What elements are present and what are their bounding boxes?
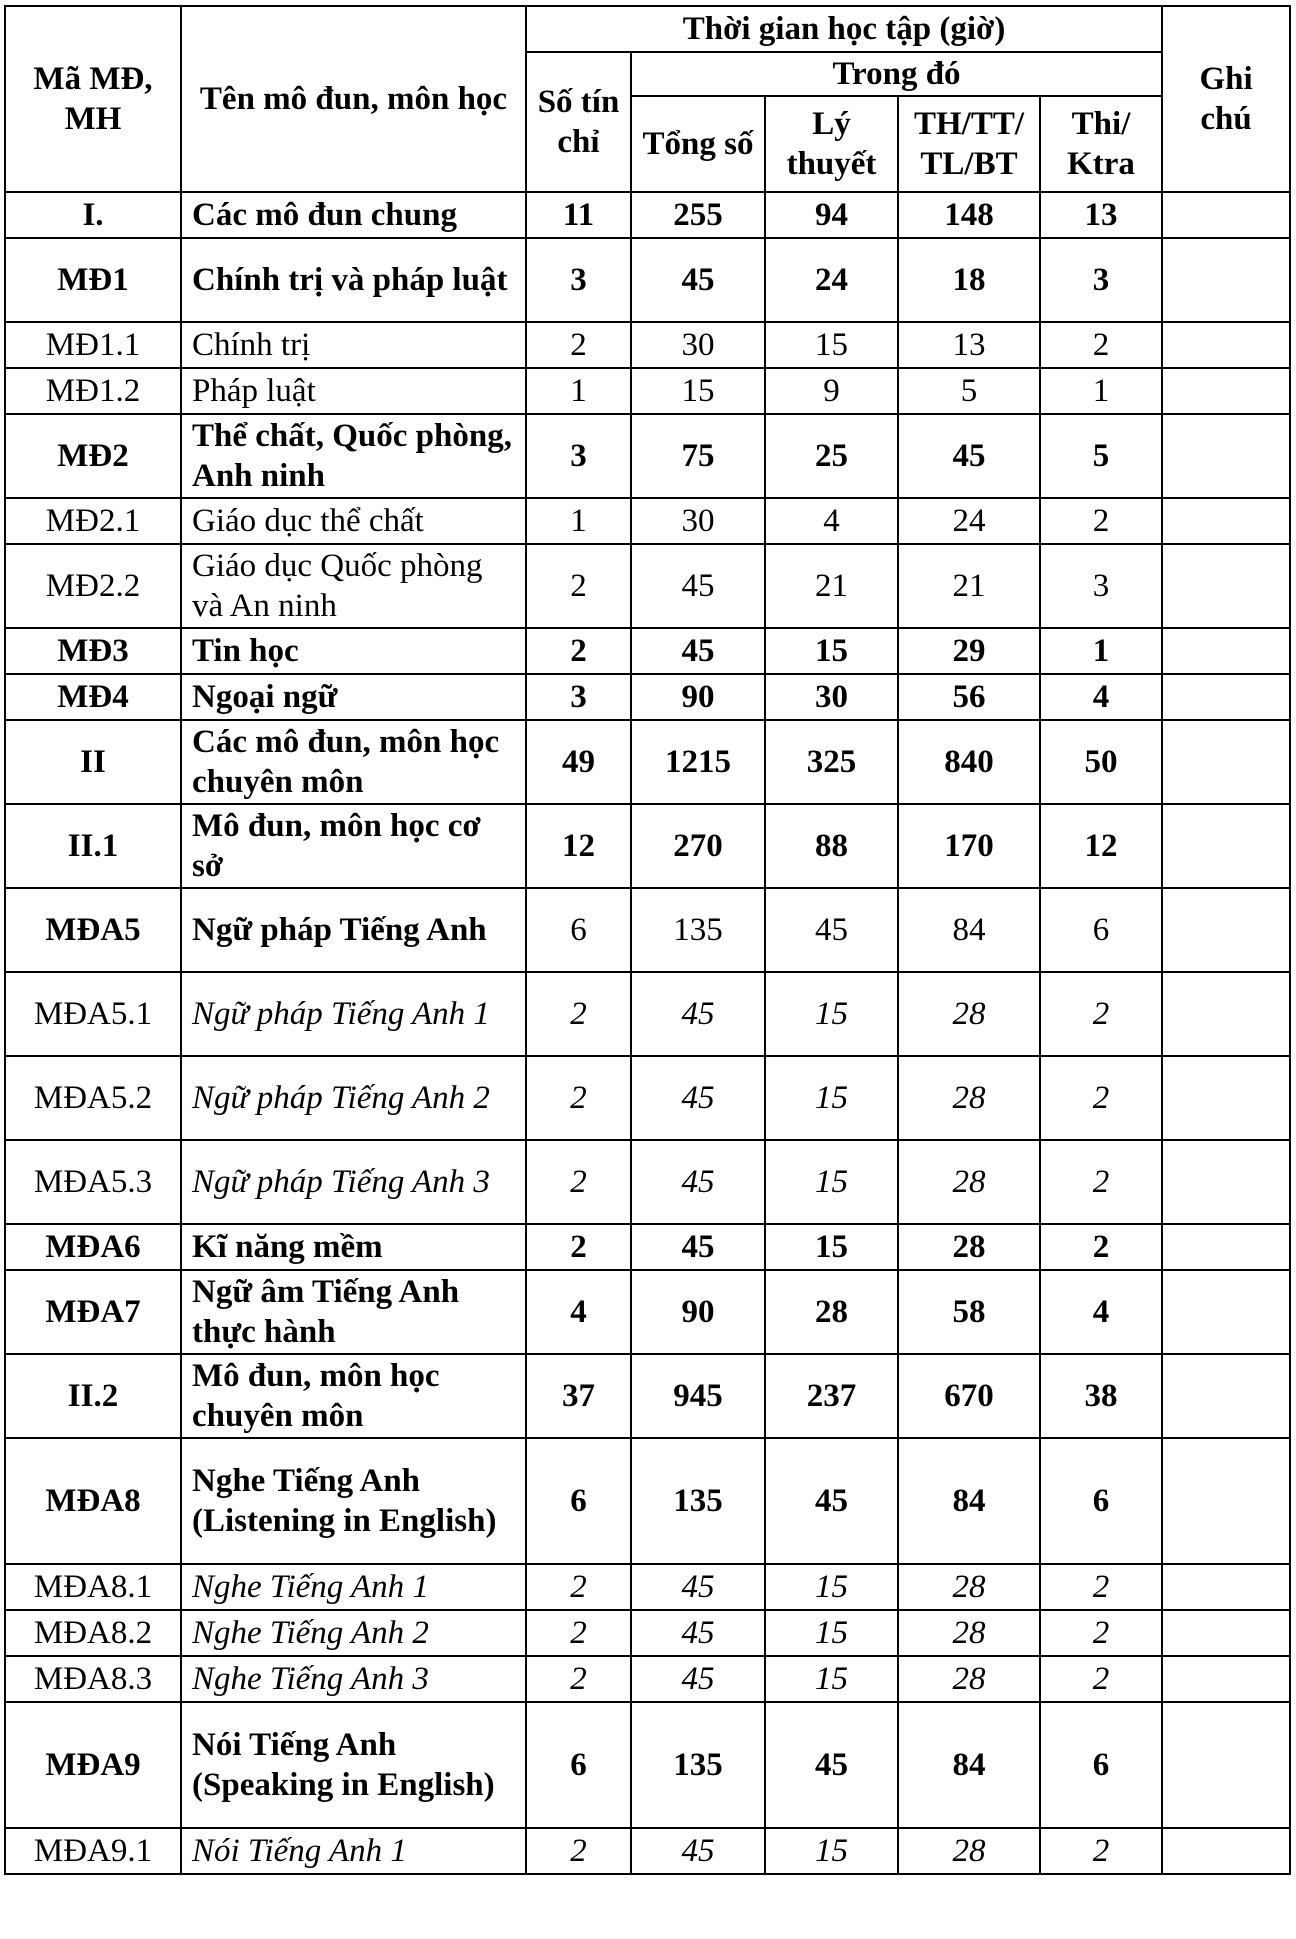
table-row <box>5 238 1290 322</box>
row-total: 45 <box>631 1564 765 1610</box>
row-code: MĐA8 <box>5 1438 181 1564</box>
row-theory: 45 <box>765 888 898 972</box>
row-exam: 1 <box>1040 368 1162 414</box>
row-practice: 170 <box>898 804 1040 888</box>
row-note <box>1162 1610 1290 1656</box>
row-credits: 4 <box>526 1270 631 1354</box>
table-row <box>5 1610 1290 1656</box>
row-exam: 5 <box>1040 414 1162 498</box>
row-practice: 56 <box>898 674 1040 720</box>
row-name: Nói Tiếng Anh (Speaking in English) <box>181 1702 526 1828</box>
row-code: MĐ2.1 <box>5 498 181 544</box>
row-theory: 4 <box>765 498 898 544</box>
row-practice: 84 <box>898 1438 1040 1564</box>
row-name: Nghe Tiếng Anh 1 <box>181 1564 526 1610</box>
row-credits: 49 <box>526 720 631 804</box>
row-code: II.2 <box>5 1354 181 1438</box>
row-total: 45 <box>631 972 765 1056</box>
row-code: MĐA6 <box>5 1224 181 1270</box>
row-code: MĐ2.2 <box>5 544 181 628</box>
row-credits: 37 <box>526 1354 631 1438</box>
row-exam: 3 <box>1040 238 1162 322</box>
table-row <box>5 1140 1290 1224</box>
row-theory: 88 <box>765 804 898 888</box>
table-row <box>5 804 1290 888</box>
row-code: MĐA5 <box>5 888 181 972</box>
row-exam: 2 <box>1040 498 1162 544</box>
row-total: 45 <box>631 1140 765 1224</box>
header-exam: Thi/ Ktra <box>1040 96 1162 192</box>
row-code: MĐ1.2 <box>5 368 181 414</box>
row-name: Thể chất, Quốc phòng, Anh ninh <box>181 414 526 498</box>
table-row <box>5 1438 1290 1564</box>
table-row <box>5 1056 1290 1140</box>
row-code: MĐA9.1 <box>5 1828 181 1874</box>
row-name: Ngữ âm Tiếng Anh thực hành <box>181 1270 526 1354</box>
row-total: 45 <box>631 628 765 674</box>
row-name: Nghe Tiếng Anh 3 <box>181 1656 526 1702</box>
row-name: Chính trị <box>181 322 526 368</box>
table-row <box>5 628 1290 674</box>
row-credits: 6 <box>526 1438 631 1564</box>
row-code: MĐ1 <box>5 238 181 322</box>
row-exam: 2 <box>1040 322 1162 368</box>
table-header <box>5 6 1290 192</box>
table-row <box>5 414 1290 498</box>
row-exam: 50 <box>1040 720 1162 804</box>
row-practice: 670 <box>898 1354 1040 1438</box>
row-code: MĐ1.1 <box>5 322 181 368</box>
row-practice: 28 <box>898 1564 1040 1610</box>
table-row <box>5 322 1290 368</box>
row-note <box>1162 192 1290 238</box>
row-practice: 29 <box>898 628 1040 674</box>
row-exam: 3 <box>1040 544 1162 628</box>
table-row <box>5 1564 1290 1610</box>
row-note <box>1162 1354 1290 1438</box>
row-theory: 21 <box>765 544 898 628</box>
row-exam: 13 <box>1040 192 1162 238</box>
table-row <box>5 1224 1290 1270</box>
row-theory: 15 <box>765 1564 898 1610</box>
row-total: 255 <box>631 192 765 238</box>
row-name: Giáo dục Quốc phòng và An ninh <box>181 544 526 628</box>
row-practice: 84 <box>898 1702 1040 1828</box>
row-note <box>1162 1140 1290 1224</box>
header-of-which: Trong đó <box>631 52 1162 96</box>
row-credits: 2 <box>526 1564 631 1610</box>
row-name: Pháp luật <box>181 368 526 414</box>
row-name: Các mô đun, môn học chuyên môn <box>181 720 526 804</box>
row-total: 45 <box>631 1828 765 1874</box>
header-theory: Lý thuyết <box>765 96 898 192</box>
row-practice: 45 <box>898 414 1040 498</box>
row-exam: 38 <box>1040 1354 1162 1438</box>
row-total: 135 <box>631 888 765 972</box>
row-credits: 1 <box>526 498 631 544</box>
row-total: 135 <box>631 1438 765 1564</box>
row-name: Nghe Tiếng Anh 2 <box>181 1610 526 1656</box>
row-note <box>1162 720 1290 804</box>
row-credits: 6 <box>526 1702 631 1828</box>
row-note <box>1162 1438 1290 1564</box>
row-total: 15 <box>631 368 765 414</box>
row-name: Ngữ pháp Tiếng Anh 2 <box>181 1056 526 1140</box>
row-name: Các mô đun chung <box>181 192 526 238</box>
row-exam: 2 <box>1040 1564 1162 1610</box>
row-theory: 15 <box>765 322 898 368</box>
row-code: MĐA5.2 <box>5 1056 181 1140</box>
row-note <box>1162 674 1290 720</box>
row-theory: 45 <box>765 1438 898 1564</box>
header-note: Ghi chú <box>1162 6 1290 192</box>
row-exam: 4 <box>1040 674 1162 720</box>
row-code: MĐA7 <box>5 1270 181 1354</box>
row-code: MĐA9 <box>5 1702 181 1828</box>
table-body <box>5 192 1290 1874</box>
row-credits: 3 <box>526 674 631 720</box>
row-credits: 2 <box>526 628 631 674</box>
header-name: Tên mô đun, môn học <box>181 6 526 192</box>
header-code: Mã MĐ, MH <box>5 6 181 192</box>
row-exam: 2 <box>1040 1610 1162 1656</box>
row-exam: 2 <box>1040 1140 1162 1224</box>
row-code: MĐA8.1 <box>5 1564 181 1610</box>
row-theory: 15 <box>765 1610 898 1656</box>
row-theory: 15 <box>765 628 898 674</box>
row-note <box>1162 544 1290 628</box>
row-practice: 58 <box>898 1270 1040 1354</box>
row-code: MĐA5.1 <box>5 972 181 1056</box>
row-theory: 94 <box>765 192 898 238</box>
row-total: 945 <box>631 1354 765 1438</box>
row-practice: 28 <box>898 972 1040 1056</box>
table-row <box>5 368 1290 414</box>
header-practice: TH/TT/ TL/BT <box>898 96 1040 192</box>
row-total: 45 <box>631 544 765 628</box>
row-note <box>1162 972 1290 1056</box>
row-exam: 2 <box>1040 1828 1162 1874</box>
row-note <box>1162 888 1290 972</box>
row-credits: 2 <box>526 1056 631 1140</box>
row-practice: 21 <box>898 544 1040 628</box>
row-total: 45 <box>631 1224 765 1270</box>
row-theory: 24 <box>765 238 898 322</box>
row-total: 90 <box>631 1270 765 1354</box>
row-exam: 2 <box>1040 972 1162 1056</box>
row-practice: 28 <box>898 1828 1040 1874</box>
row-credits: 6 <box>526 888 631 972</box>
row-name: Ngoại ngữ <box>181 674 526 720</box>
row-practice: 84 <box>898 888 1040 972</box>
row-exam: 6 <box>1040 888 1162 972</box>
row-name: Ngữ pháp Tiếng Anh <box>181 888 526 972</box>
header-total: Tổng số <box>631 96 765 192</box>
row-theory: 28 <box>765 1270 898 1354</box>
row-credits: 2 <box>526 1828 631 1874</box>
row-practice: 28 <box>898 1140 1040 1224</box>
row-exam: 4 <box>1040 1270 1162 1354</box>
row-credits: 2 <box>526 1224 631 1270</box>
row-credits: 3 <box>526 238 631 322</box>
row-theory: 30 <box>765 674 898 720</box>
row-total: 45 <box>631 1656 765 1702</box>
row-credits: 1 <box>526 368 631 414</box>
row-name: Mô đun, môn học cơ sở <box>181 804 526 888</box>
row-note <box>1162 628 1290 674</box>
row-practice: 18 <box>898 238 1040 322</box>
row-name: Giáo dục thể chất <box>181 498 526 544</box>
row-note <box>1162 804 1290 888</box>
row-total: 30 <box>631 322 765 368</box>
table-row <box>5 1354 1290 1438</box>
row-exam: 2 <box>1040 1056 1162 1140</box>
row-practice: 24 <box>898 498 1040 544</box>
header-credits: Số tín chỉ <box>526 52 631 192</box>
row-name: Ngữ pháp Tiếng Anh 1 <box>181 972 526 1056</box>
row-theory: 15 <box>765 972 898 1056</box>
table-row <box>5 1702 1290 1828</box>
row-note <box>1162 238 1290 322</box>
curriculum-table <box>4 5 1291 1875</box>
row-note <box>1162 368 1290 414</box>
row-name: Ngữ pháp Tiếng Anh 3 <box>181 1140 526 1224</box>
table-row <box>5 888 1290 972</box>
row-total: 45 <box>631 1610 765 1656</box>
row-theory: 15 <box>765 1828 898 1874</box>
row-credits: 2 <box>526 1656 631 1702</box>
row-code: II.1 <box>5 804 181 888</box>
row-name: Mô đun, môn học chuyên môn <box>181 1354 526 1438</box>
row-practice: 5 <box>898 368 1040 414</box>
row-credits: 2 <box>526 1610 631 1656</box>
row-code: MĐA8.2 <box>5 1610 181 1656</box>
row-theory: 325 <box>765 720 898 804</box>
row-code: I. <box>5 192 181 238</box>
row-note <box>1162 498 1290 544</box>
row-credits: 3 <box>526 414 631 498</box>
row-exam: 1 <box>1040 628 1162 674</box>
row-practice: 28 <box>898 1224 1040 1270</box>
row-note <box>1162 414 1290 498</box>
row-credits: 2 <box>526 544 631 628</box>
row-total: 30 <box>631 498 765 544</box>
table-row <box>5 1656 1290 1702</box>
row-exam: 2 <box>1040 1224 1162 1270</box>
row-total: 135 <box>631 1702 765 1828</box>
row-practice: 148 <box>898 192 1040 238</box>
row-code: MĐ4 <box>5 674 181 720</box>
row-total: 45 <box>631 238 765 322</box>
row-theory: 9 <box>765 368 898 414</box>
row-exam: 2 <box>1040 1656 1162 1702</box>
row-theory: 15 <box>765 1656 898 1702</box>
row-exam: 6 <box>1040 1702 1162 1828</box>
row-name: Kĩ năng mềm <box>181 1224 526 1270</box>
row-credits: 12 <box>526 804 631 888</box>
table-row <box>5 192 1290 238</box>
row-practice: 28 <box>898 1656 1040 1702</box>
row-note <box>1162 1056 1290 1140</box>
row-total: 90 <box>631 674 765 720</box>
header-time-group: Thời gian học tập (giờ) <box>526 6 1162 52</box>
row-exam: 12 <box>1040 804 1162 888</box>
table-row <box>5 1270 1290 1354</box>
row-note <box>1162 1656 1290 1702</box>
row-name: Nghe Tiếng Anh (Listening in English) <box>181 1438 526 1564</box>
row-total: 45 <box>631 1056 765 1140</box>
row-code: MĐA5.3 <box>5 1140 181 1224</box>
table-row <box>5 498 1290 544</box>
row-credits: 2 <box>526 322 631 368</box>
row-credits: 11 <box>526 192 631 238</box>
row-exam: 6 <box>1040 1438 1162 1564</box>
table-row <box>5 674 1290 720</box>
row-practice: 13 <box>898 322 1040 368</box>
row-credits: 2 <box>526 1140 631 1224</box>
row-note <box>1162 322 1290 368</box>
row-note <box>1162 1224 1290 1270</box>
row-note <box>1162 1564 1290 1610</box>
row-theory: 15 <box>765 1140 898 1224</box>
row-note <box>1162 1828 1290 1874</box>
table-row <box>5 720 1290 804</box>
row-practice: 840 <box>898 720 1040 804</box>
row-theory: 25 <box>765 414 898 498</box>
row-total: 75 <box>631 414 765 498</box>
row-total: 1215 <box>631 720 765 804</box>
table-row <box>5 972 1290 1056</box>
row-code: MĐ3 <box>5 628 181 674</box>
row-credits: 2 <box>526 972 631 1056</box>
row-theory: 45 <box>765 1702 898 1828</box>
row-code: MĐA8.3 <box>5 1656 181 1702</box>
row-name: Chính trị và pháp luật <box>181 238 526 322</box>
row-name: Nói Tiếng Anh 1 <box>181 1828 526 1874</box>
row-theory: 15 <box>765 1224 898 1270</box>
row-practice: 28 <box>898 1610 1040 1656</box>
table-row <box>5 544 1290 628</box>
row-practice: 28 <box>898 1056 1040 1140</box>
row-theory: 15 <box>765 1056 898 1140</box>
row-total: 270 <box>631 804 765 888</box>
row-note <box>1162 1702 1290 1828</box>
row-code: MĐ2 <box>5 414 181 498</box>
row-note <box>1162 1270 1290 1354</box>
row-code: II <box>5 720 181 804</box>
row-theory: 237 <box>765 1354 898 1438</box>
row-name: Tin học <box>181 628 526 674</box>
table-row <box>5 1828 1290 1874</box>
